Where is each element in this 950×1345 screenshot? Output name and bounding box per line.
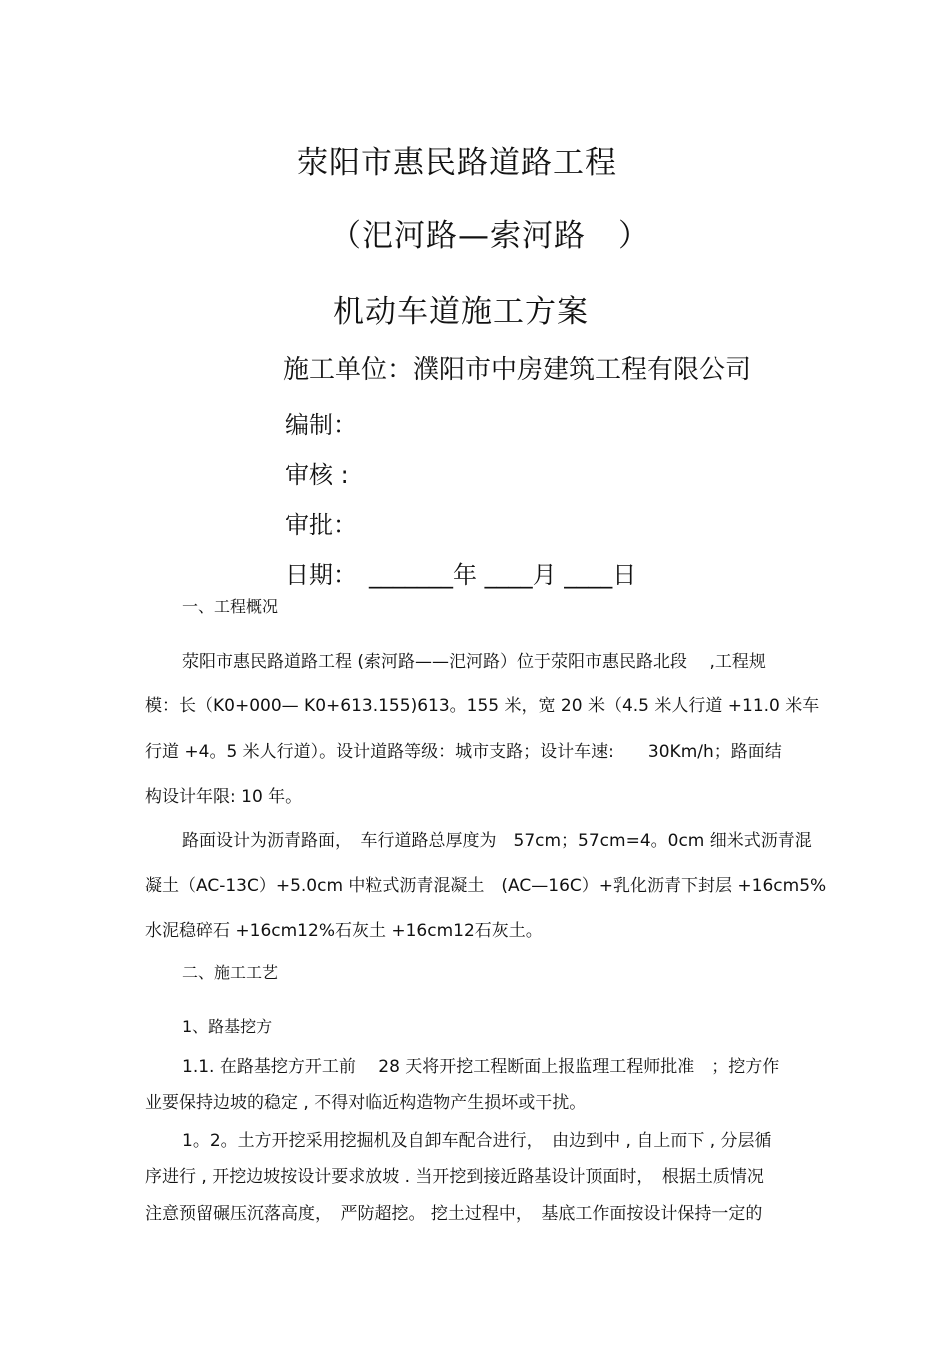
paragraph-line: 水泥稳碎石 +16cm12%石灰土 +16cm12石灰土。 [145,921,543,941]
construction-unit: 施工单位：濮阳市中房建筑工程有限公司 [283,355,752,385]
title-line-3: 机动车道施工方案 [333,294,589,330]
section-heading-process: 二、施工工艺 [182,963,279,982]
date-line: 日期： _______年 ____月 ____日 [285,561,637,589]
paragraph-line: 行道 +4。5 米人行道）。设计道路等级：城市支路；设计车速: 30Km/h；路面结 [145,742,782,762]
title-line-2: （汜河路—索河路 ） [330,218,650,254]
title-line-1: 荥阳市惠民路道路工程 [297,145,617,181]
compiled-by: 编制： [285,411,357,439]
paragraph-line: 业要保持边坡的稳定 , 不得对临近构造物产生损坏或干扰。 [145,1093,587,1113]
subsection-heading: 1、路基挖方 [182,1017,273,1036]
paragraph-line: 构设计年限: 10 年。 [145,787,303,807]
paragraph-line: 注意预留碾压沉落高度， 严防超挖。 挖土过程中， 基底工作面按设计保持一定的 [145,1204,763,1224]
paragraph-line: 1.1. 在路基挖方开工前 28 天将开挖工程断面上报监理工程师批准 ；挖方作 [182,1057,780,1077]
paragraph-line: 序进行 , 开挖边坡按设计要求放坡 . 当开挖到接近路基设计顶面时， 根据土质情况 [145,1167,764,1187]
paragraph-line: 1。2。土方开挖采用挖掘机及自卸车配合进行， 由边到中 , 自上而下 , 分层循 [182,1131,772,1151]
reviewed-by: 审核 : [285,461,349,489]
paragraph-line: 荥阳市惠民路道路工程 (索河路——汜河路）位于荥阳市惠民路北段 ,工程规 [182,652,766,672]
paragraph-line: 凝土（AC-13C）+5.0cm 中粒式沥青混凝土 (AC—16C）+乳化沥青下封层 +16cm5% [145,876,827,896]
paragraph-line: 模：长（K0+000— K0+613.155)613。155 米，宽 20 米（4.5 米人行道 +11.0 米车 [145,696,820,716]
approved-by: 审批： [285,511,357,539]
paragraph-line: 路面设计为沥青路面， 车行道路总厚度为 57cm；57cm=4。0cm 细米式沥青混 [182,831,812,851]
section-heading-overview: 一、工程概况 [182,597,279,616]
